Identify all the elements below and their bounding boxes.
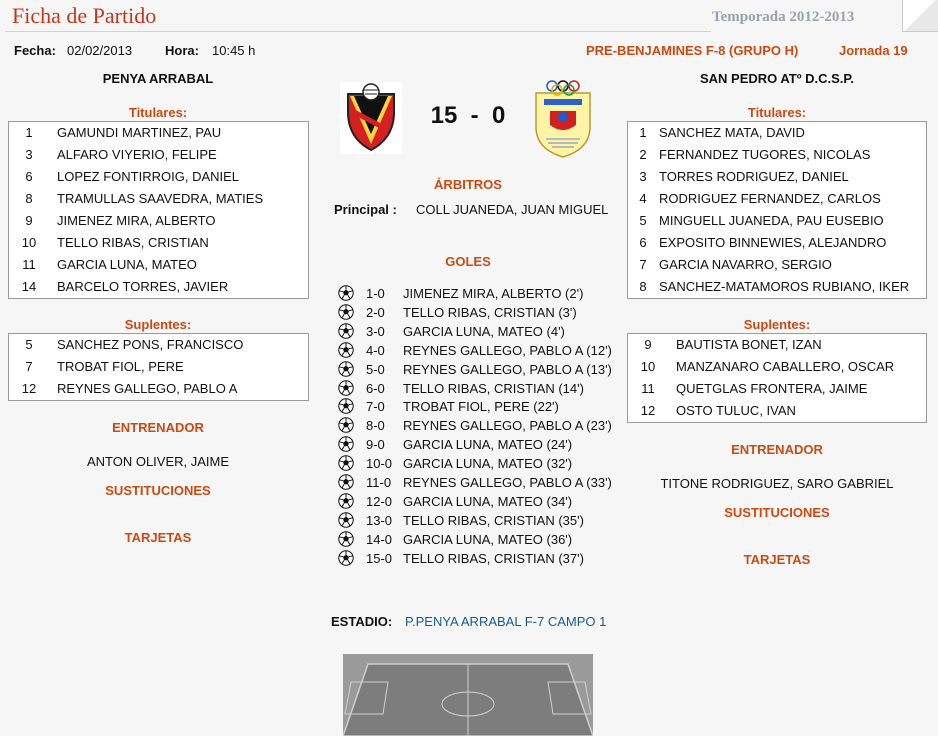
away-starters-list: 1 SANCHEZ MATA, DAVID 2 FERNANDEZ TUGORES, NICOLAS 3 TORRES RODRIGUEZ, DANIEL 4 RODRIGUEZ FERNANDEZ, CARLOS 5 MINGUELL JUANEDA, PAU EUSEBIO 6 EXPOSITO BINNEWIES, ALEJANDRO 7 GARCIA NAVARRO, SERGIO 8 SANCHEZ-MATAMOROS RUBIANO, IKER — [627, 121, 927, 299]
soccer-ball-icon — [338, 323, 354, 339]
home-crest-icon — [340, 82, 402, 154]
home-coach-name: ANTON OLIVER, JAIME — [86, 454, 230, 469]
home-coach-label: ENTRENADOR — [112, 420, 204, 435]
goal-scorer: TELLO RIBAS, CRISTIAN (14') — [403, 380, 584, 396]
goal-scorer: GARCIA LUNA, MATEO (36') — [403, 531, 573, 547]
home-subs-label: Suplentes: — [124, 317, 192, 332]
home-team-name: PENYA ARRABAL — [102, 71, 214, 86]
soccer-ball-icon — [338, 474, 354, 490]
goals-label: GOLES — [445, 254, 491, 269]
away-substitutions-label: SUSTITUCIONES — [724, 505, 830, 520]
goal-score: 9-0 — [366, 437, 385, 453]
away-subs-label: Suplentes: — [743, 317, 811, 332]
round-label: Jornada 19 — [839, 43, 908, 58]
goal-scorer: REYNES GALLEGO, PABLO A (13') — [403, 361, 612, 377]
home-team-crest — [340, 82, 402, 154]
away-subs-list: 9 BAUTISTA BONET, IZAN 10 MANZANARO CABALLERO, OSCAR 11 QUETGLAS FRONTERA, JAIME 12 OSTO TULUC, IVAN — [627, 333, 927, 423]
stadium-label: ESTADIO: — [331, 614, 393, 629]
home-starters-list: 1 GAMUNDI MARTINEZ, PAU 3 ALFARO VIYERIO, FELIPE 6 LOPEZ FONTIRROIG, DANIEL 8 TRAMULLAS SAAVEDRA, MATIES 9 JIMENEZ MIRA, ALBERTO 10 TELLO RIBAS, CRISTIAN 11 GARCIA LUNA, MATEO 14 BARCELO TORRES, JAVIER — [8, 121, 309, 299]
match-score: 15 - 0 — [430, 102, 506, 129]
soccer-ball-icon — [338, 304, 354, 320]
match-time: 10:45 h — [212, 43, 256, 58]
goal-score: 2-0 — [366, 304, 385, 320]
soccer-ball-icon — [338, 493, 354, 509]
goal-score: 5-0 — [366, 361, 385, 377]
away-cards-label: TARJETAS — [743, 552, 811, 567]
goal-scorer: TELLO RIBAS, CRISTIAN (3') — [403, 304, 577, 320]
away-crest-icon — [532, 77, 594, 159]
goal-score: 1-0 — [366, 286, 385, 301]
away-team-name: SAN PEDRO ATº D.C.S.P. — [699, 71, 855, 86]
match-date: 02/02/2013 — [67, 43, 133, 58]
goal-score: 10-0 — [366, 456, 393, 472]
goal-score: 8-0 — [366, 418, 385, 434]
goal-score: 3-0 — [366, 323, 385, 339]
soccer-ball-icon — [338, 398, 354, 414]
goal-scorer: GARCIA LUNA, MATEO (32') — [403, 456, 573, 472]
goal-score: 13-0 — [366, 512, 393, 528]
away-starters-label: Titulares: — [747, 105, 807, 120]
goal-scorer: TELLO RIBAS, CRISTIAN (37') — [403, 550, 584, 566]
page-corner-fold — [902, 0, 938, 32]
goal-scorer: GARCIA LUNA, MATEO (34') — [403, 493, 573, 509]
goal-scorer: TELLO RIBAS, CRISTIAN (35') — [403, 512, 584, 528]
time-label: Hora: — [165, 43, 199, 58]
goal-score: 11-0 — [366, 475, 392, 490]
goal-score: 14-0 — [366, 531, 393, 547]
goal-scorer: REYNES GALLEGO, PABLO A (23') — [403, 418, 612, 434]
football-pitch-icon — [343, 654, 593, 736]
home-substitutions-label: SUSTITUCIONES — [105, 483, 211, 498]
goal-scorer: REYNES GALLEGO, PABLO A (12') — [403, 342, 612, 358]
category-label: PRE-BENJAMINES F-8 (GRUPO H) — [586, 43, 799, 58]
goal-score: 6-0 — [366, 380, 385, 396]
soccer-ball-icon — [338, 342, 354, 358]
home-subs-list: 5 SANCHEZ PONS, FRANCISCO 7 TROBAT FIOL, PERE 12 REYNES GALLEGO, PABLO A — [8, 333, 309, 401]
referees-label: ÁRBITROS — [434, 177, 502, 192]
goal-scorer: GARCIA LUNA, MATEO (4') — [403, 323, 565, 339]
soccer-ball-icon — [338, 531, 354, 547]
soccer-ball-icon — [338, 455, 354, 471]
goal-score: 15-0 — [366, 550, 393, 566]
goal-scorer: REYNES GALLEGO, PABLO A (33') — [403, 475, 612, 490]
away-coach-label: ENTRENADOR — [731, 442, 823, 457]
goal-score: 7-0 — [366, 399, 385, 415]
page-title: Ficha de Partido — [12, 3, 157, 28]
date-label: Fecha: — [14, 43, 56, 58]
soccer-ball-icon — [338, 417, 354, 433]
stadium-link[interactable]: P.PENYA ARRABAL F-7 CAMPO 1 — [405, 614, 607, 629]
home-starters-label: Titulares: — [128, 105, 188, 120]
goal-scorer: TROBAT FIOL, PERE (22') — [403, 399, 559, 415]
soccer-ball-icon — [338, 285, 354, 301]
goal-score: 12-0 — [366, 493, 393, 509]
stadium-photo — [343, 654, 593, 736]
principal-referee: COLL JUANEDA, JUAN MIGUEL — [416, 202, 609, 217]
soccer-ball-icon — [338, 512, 354, 528]
home-cards-label: TARJETAS — [124, 530, 192, 545]
soccer-ball-icon — [338, 380, 354, 396]
season-label: Temporada 2012-2013 — [712, 9, 855, 25]
goal-scorer: GARCIA LUNA, MATEO (24') — [403, 437, 573, 453]
principal-label: Principal : — [334, 202, 397, 217]
soccer-ball-icon — [338, 550, 354, 566]
soccer-ball-icon — [338, 436, 354, 452]
goal-score: 4-0 — [366, 342, 385, 358]
goal-scorer: JIMENEZ MIRA, ALBERTO (2') — [403, 286, 584, 301]
soccer-ball-icon — [338, 361, 354, 377]
away-coach-name: TITONE RODRIGUEZ, SARO GABRIEL — [660, 476, 894, 491]
away-team-crest — [532, 77, 594, 159]
